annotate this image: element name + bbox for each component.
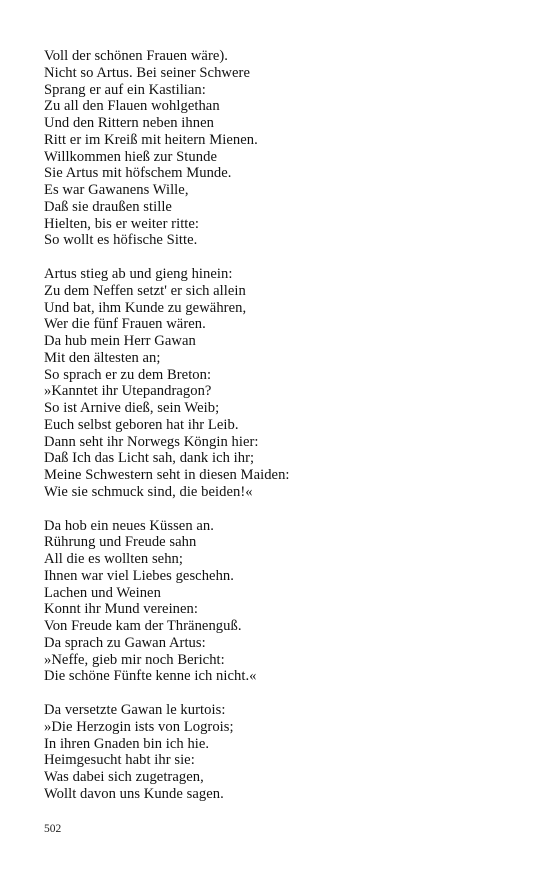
verse-line: All die es wollten sehn; [44, 551, 184, 567]
verse-line: Rührung und Freude sahn [44, 534, 197, 551]
verse-line: Euch selbst geboren hat ihr Leib. [44, 416, 239, 433]
verse-line: Sprang er auf ein Kastilian: [44, 81, 206, 98]
verse-line: Nicht so Artus. Bei seiner Schwere [44, 64, 250, 81]
verse-line: Wollt davon uns Kunde sagen. [44, 785, 224, 802]
verse-line: Ihnen war viel Liebes geschehn. [44, 567, 234, 584]
verse-line: So sprach er zu dem Breton: [44, 366, 212, 383]
stanza-4 [44, 702, 514, 803]
verse-line: Willkommen hieß zur Stunde [44, 148, 217, 165]
stanza-1 [44, 48, 514, 249]
verse-line: Und bat, ihm Kunde zu gewähren, [44, 299, 247, 316]
verse-line: Meine Schwestern seht in diesen Maiden: [44, 467, 290, 483]
verse-line: Voll der schönen Frauen wäre). [44, 48, 228, 64]
verse-line: Artus stieg ab und gieng hinein: [44, 266, 233, 282]
verse-line: Zu dem Neffen setzt' er sich allein [44, 282, 246, 299]
verse-line: Daß sie draußen stille [44, 198, 172, 215]
verse-line: So wollt es höfische Sitte. [44, 232, 198, 249]
verse-line: »Kanntet ihr Utepandragon? [44, 383, 212, 400]
verse-line: Da hob ein neues Küssen an. [44, 517, 214, 534]
verse-line: Daß Ich das Licht sah, dank ich ihr; [44, 450, 255, 467]
verse-line: »Neffe, gieb mir noch Bericht: [44, 651, 225, 668]
page-number: 502 [44, 823, 62, 835]
verse-line: »Die Herzogin ists von Logrois; [44, 718, 234, 735]
verse-line: Dann seht ihr Norwegs Köngin hier: [44, 433, 259, 450]
verse-line: Was dabei sich zugetragen, [44, 769, 204, 785]
verse-line: So ist Arnive dieß, sein Weib; [44, 400, 220, 416]
poem-text [44, 48, 514, 820]
verse-line: Es war Gawanens Wille, [44, 182, 189, 198]
stanza-2 [44, 266, 514, 501]
verse-line: Da sprach zu Gawan Artus: [44, 634, 206, 651]
verse-line: Sie Artus mit höfschem Munde. [44, 165, 232, 182]
verse-line: Die schöne Fünfte kenne ich nicht.« [44, 668, 257, 685]
stanza-3 [44, 518, 514, 686]
verse-line: Mit den ältesten an; [44, 349, 161, 366]
verse-line: Da hub mein Herr Gawan [44, 333, 196, 349]
verse-line: Wie sie schmuck sind, die beiden!« [44, 483, 253, 500]
verse-line: In ihren Gnaden bin ich hie. [44, 735, 210, 752]
verse-line: Ritt er im Kreiß mit heitern Mienen. [44, 131, 258, 148]
verse-line: Hielten, bis er weiter ritte: [44, 215, 200, 232]
verse-line: Da versetzte Gawan le kurtois: [44, 702, 226, 718]
verse-line: Wer die fünf Frauen wären. [44, 316, 206, 333]
verse-line: Lachen und Weinen [44, 584, 161, 601]
verse-line: Von Freude kam der Thränenguß. [44, 618, 242, 634]
verse-line: Zu all den Flauen wohlgethan [44, 98, 220, 115]
verse-line: Konnt ihr Mund vereinen: [44, 601, 198, 618]
verse-line: Heimgesucht habt ihr sie: [44, 752, 195, 769]
verse-line: Und den Rittern neben ihnen [44, 115, 214, 131]
